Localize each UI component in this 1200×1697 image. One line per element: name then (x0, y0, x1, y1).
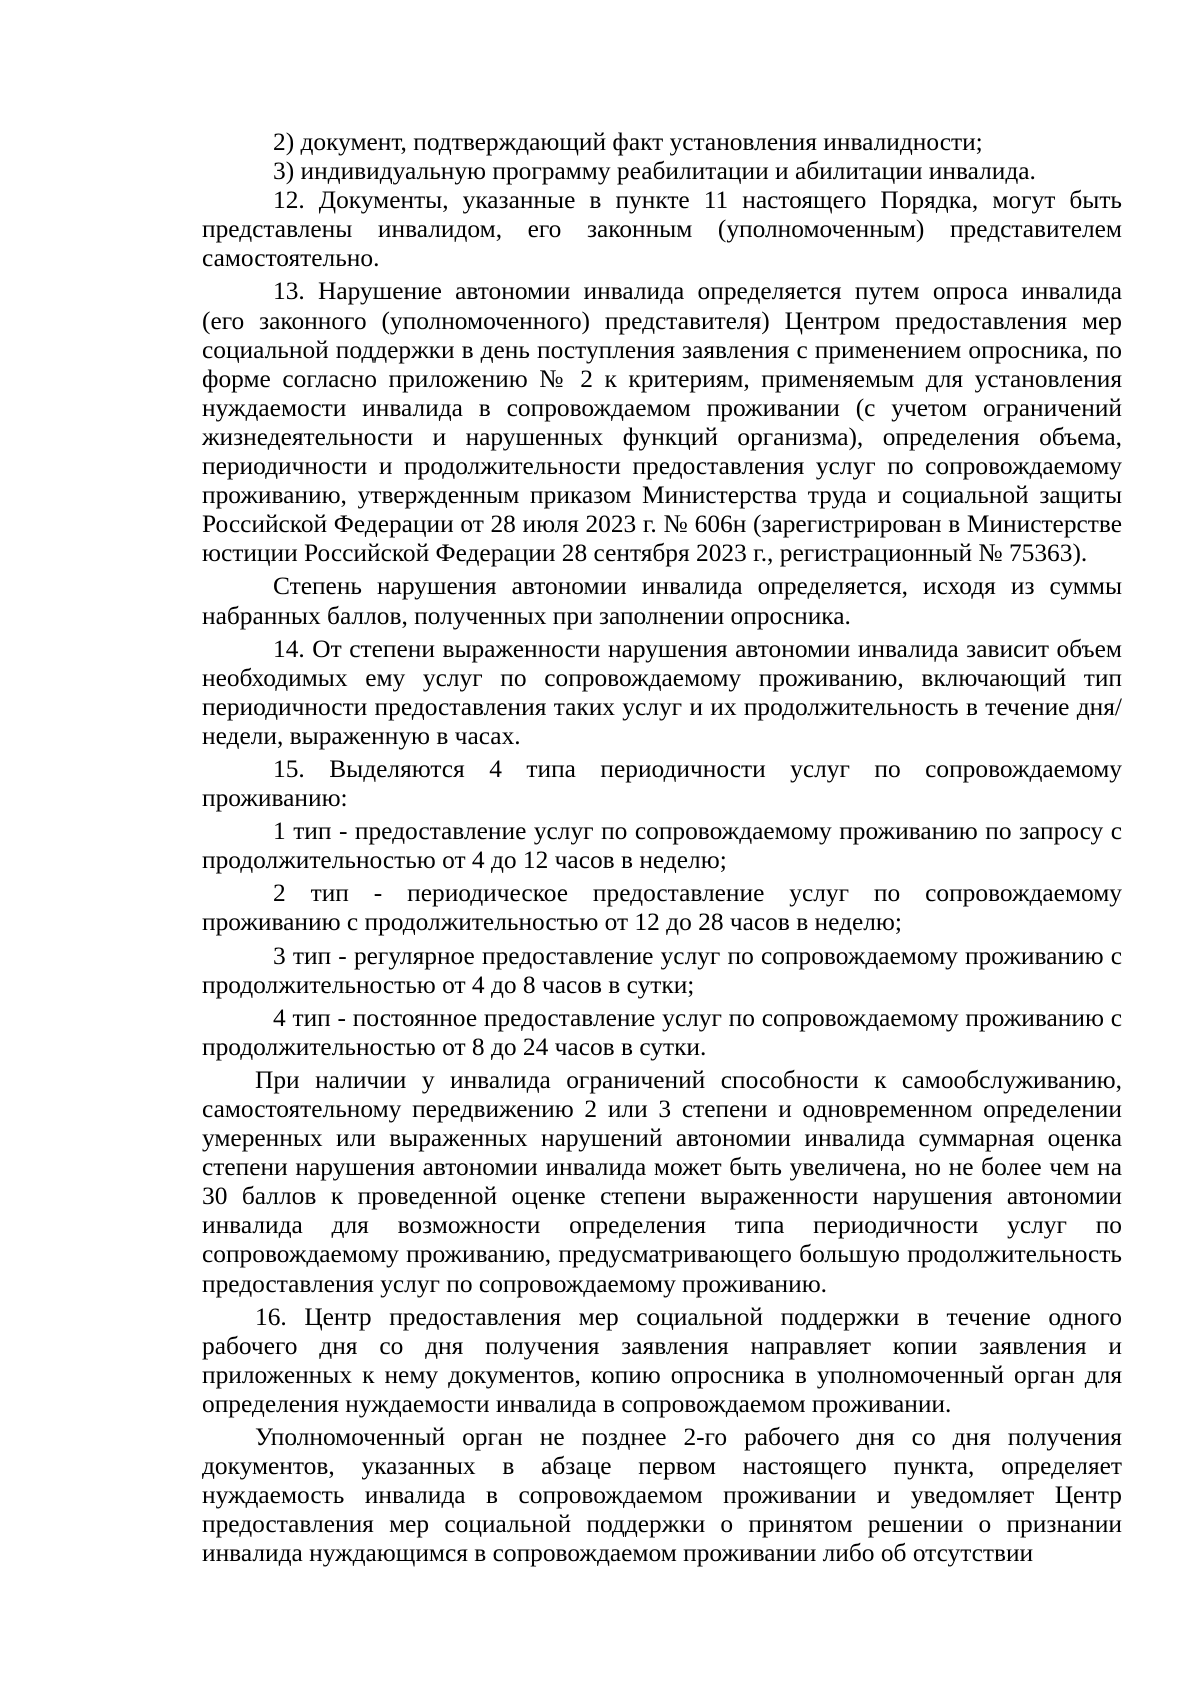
paragraph-14: 14. От степени выраженности нарушения автономии инвалида зависит объем необходимых ему услуг по сопровождаемому проживанию, включающий тип периодичности предоставления таких услуг и их продолжительность в течение дня/недели, выраженную в часах. (202, 634, 1122, 750)
paragraph-15-type-4: 4 тип - постоянное предоставление услуг по сопровождаемому проживанию с продолжительностью от 8 до 24 часов в сутки. (202, 1003, 1122, 1061)
paragraph-15-type-2: 2 тип - периодическое предоставление услуг по сопровождаемому проживанию с продолжительностью от 12 до 28 часов в неделю; (202, 879, 1122, 937)
paragraph-13: 13. Нарушение автономии инвалида определяется путем опроса инвалида (его законного (уполномоченного) представителя) Центром предоставления мер социальной поддержки в день поступления заявления с применением опросника, по форме согласно приложению № 2 к критериям, применяемым для установления нуждаемости инвалида в сопровождаемом проживании (с учетом ограничений жизнедеятельности и нарушенных функций организма), определения объема, периодичности и продолжительности предоставления услуг по сопровождаемому проживанию, утвержденным приказом Министерства труда и социальной защиты Российской Федерации от 28 июля 2023 г. № 606н (зарегистрирован в Министерстве юстиции Российской Федерации 28 сентября 2023 г., регистрационный № 75363). (202, 277, 1122, 568)
paragraph-13-autonomy-degree: Степень нарушения автономии инвалида определяется, исходя из суммы набранных баллов, полученных при заполнении опросника. (202, 572, 1122, 630)
paragraph-15-score-increase: При наличии у инвалида ограничений способности к самообслуживанию, самостоятельному передвижению 2 или 3 степени и одновременном определении умеренных или выраженных нарушений автономии инвалида суммарная оценка степени нарушения автономии инвалида может быть увеличена, но не более чем на 30 баллов к проведенной оценке степени выраженности нарушения автономии инвалида для возможности определения типа периодичности услуг по сопровождаемому проживанию, предусматривающего большую продолжительность предоставления услуг по сопровождаемому проживанию. (202, 1065, 1122, 1298)
paragraph-16: 16. Центр предоставления мер социальной поддержки в течение одного рабочего дня со дня получения заявления направляет копии заявления и приложенных к нему документов, копию опросника в уполномоченный орган для определения нуждаемости инвалида в сопровождаемом проживании. (202, 1302, 1122, 1418)
document-body (202, 128, 1122, 1569)
paragraph-15-type-1: 1 тип - предоставление услуг по сопровождаемому проживанию по запросу с продолжительностью от 4 до 12 часов в неделю; (202, 817, 1122, 875)
paragraph-item-3: 3) индивидуальную программу реабилитации и абилитации инвалида. (273, 157, 1036, 186)
paragraph-12: 12. Документы, указанные в пункте 11 настоящего Порядка, могут быть представлены инвалидом, его законным (уполномоченным) представителем самостоятельно. (202, 186, 1122, 273)
paragraph-item-2: 2) документ, подтверждающий факт установления инвалидности; (273, 128, 983, 156)
paragraph-15-type-3: 3 тип - регулярное предоставление услуг по сопровождаемому проживанию с продолжительностью от 4 до 8 часов в сутки; (202, 941, 1122, 999)
paragraph-15: 15. Выделяются 4 типа периодичности услуг по сопровождаемому проживанию: (202, 754, 1122, 813)
paragraph-16-authorized-body: Уполномоченный орган не позднее 2-го рабочего дня со дня получения документов, указанных в абзаце первом настоящего пункта, определяет нуждаемость инвалида в сопровождаемом проживании и уведомляет Центр предоставления мер социальной поддержки о принятом решении о признании инвалида нуждающимся в сопровождаемом проживании либо об отсутствии (202, 1423, 1122, 1568)
